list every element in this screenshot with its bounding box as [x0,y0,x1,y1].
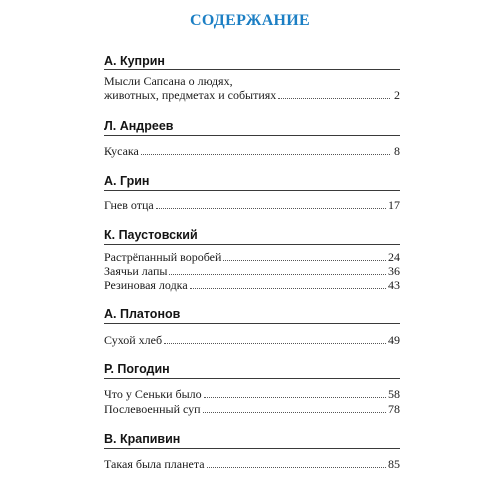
page-number: 85 [388,457,400,471]
author-heading: К. Паустовский [104,228,198,242]
page-title: СОДЕРЖАНИЕ [189,12,311,29]
entry-title: Кусака [104,144,139,158]
dot-leader [203,402,386,413]
section-divider [104,135,400,136]
page-number: 58 [388,387,400,401]
section-divider [104,69,400,70]
entry-title: Сухой хлеб [104,333,163,347]
page-number: 24 [388,250,400,264]
entry-title: Резиновая лодка [104,278,188,292]
toc-entry[interactable] [104,144,400,158]
toc-entry[interactable] [104,457,400,471]
toc-entry[interactable] [104,333,400,347]
page-number: 49 [388,333,400,347]
page-number: 2 [394,88,400,102]
dot-leader [278,88,390,99]
entry-title: животных, предметах и событиях [104,88,277,102]
dot-leader [141,144,390,155]
entry-title: Такая была планета [104,457,205,471]
toc-entry[interactable] [104,387,400,401]
entry-title: Растрёпанный воробей [104,250,222,264]
dot-leader [207,457,386,468]
author-heading: Р. Погодин [104,362,170,376]
toc-entry[interactable] [104,264,400,278]
author-heading: В. Крапивин [104,432,181,446]
toc-entry[interactable] [104,402,400,416]
section-divider [104,323,400,324]
dot-leader [156,198,386,209]
toc-entry[interactable] [104,88,400,102]
page-number: 36 [388,264,400,278]
author-heading: А. Куприн [104,54,165,68]
entry-title: Заячьи лапы [104,264,168,278]
author-heading: Л. Андреев [104,119,174,133]
page-number: 17 [388,198,400,212]
section-divider [104,378,400,379]
page-number: 78 [388,402,400,416]
dot-leader [190,278,386,289]
dot-leader [169,264,386,275]
entry-title: Послевоенный суп [104,402,201,416]
entry-title: Гнев отца [104,198,154,212]
author-heading: А. Платонов [104,307,181,321]
page-number: 8 [394,144,400,158]
dot-leader [164,333,386,344]
toc-entry[interactable] [104,250,400,264]
toc-entry[interactable] [104,198,400,212]
section-divider [104,244,400,245]
entry-title-line1: Мысли Сапсана о людях, [104,74,233,88]
entry-title: Что у Сеньки было [104,387,202,401]
section-divider [104,448,400,449]
dot-leader [223,250,386,261]
section-divider [104,190,400,191]
dot-leader [204,387,386,398]
toc-entry[interactable] [104,278,400,292]
page-number: 43 [388,278,400,292]
author-heading: А. Грин [104,174,150,188]
